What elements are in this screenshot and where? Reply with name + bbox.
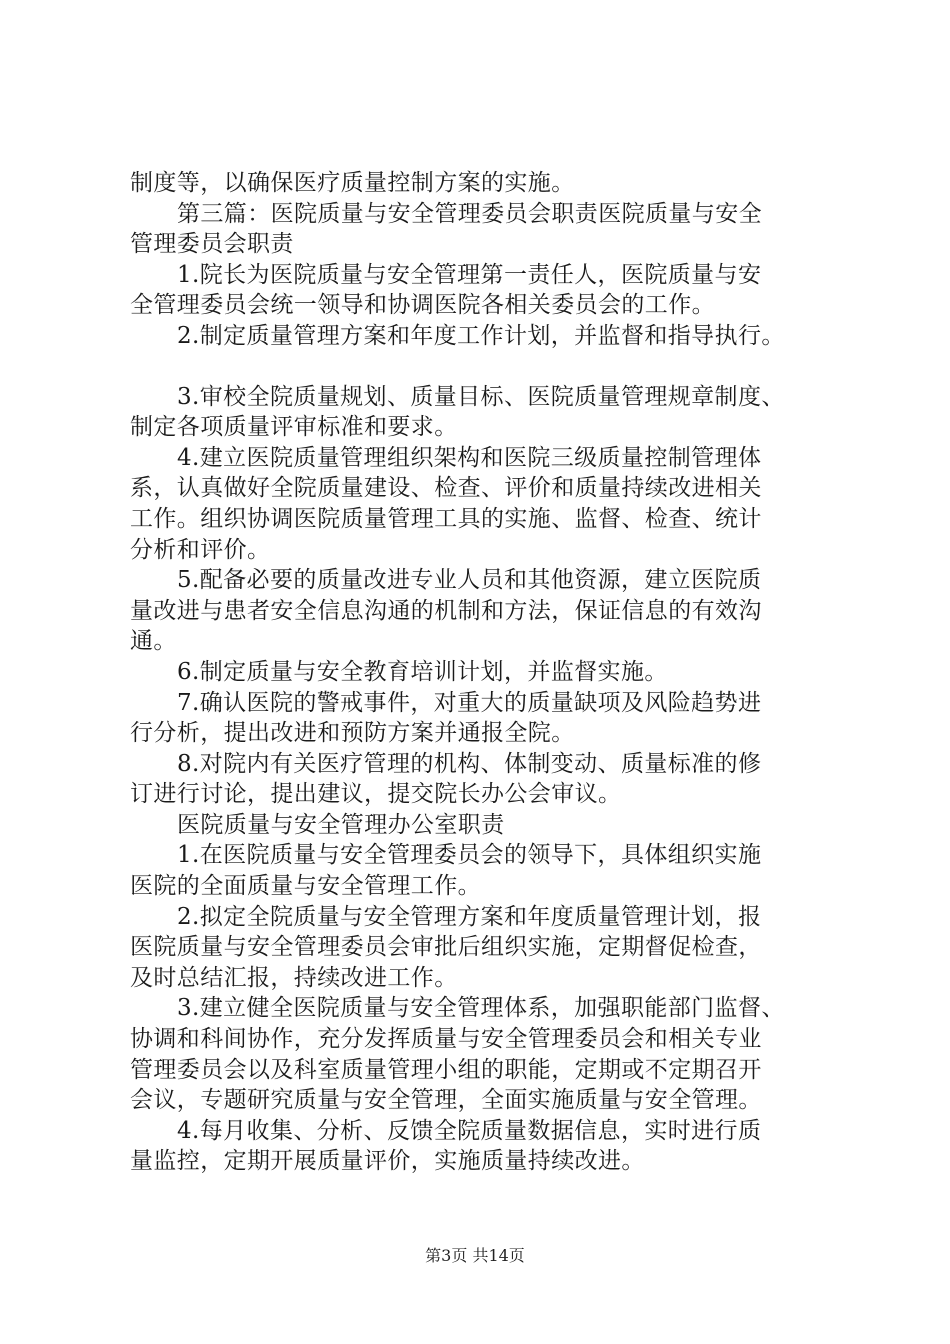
text-line: 订进行讨论，提出建议，提交院长办公会审议。 (130, 781, 622, 808)
text-line: 通。 (130, 628, 177, 655)
text-line: 制度等，以确保医疗质量控制方案的实施。 (130, 170, 575, 196)
text-line: 行分析，提出改进和预防方案并通报全院。 (130, 720, 575, 747)
text-line: 量监控，定期开展质量评价，实施质量持续改进。 (130, 1148, 645, 1175)
document-body (130, 168, 830, 1177)
text-line: 协调和科间协作，充分发挥质量与安全管理委员会和相关专业 (130, 1026, 762, 1053)
list-item: 4.每月收集、分析、反馈全院质量数据信息，实时进行质 (177, 1117, 762, 1144)
list-item: 3.建立健全医院质量与安全管理体系，加强职能部门监督、 (177, 995, 785, 1022)
text-line: 量改进与患者安全信息沟通的机制和方法，保证信息的有效沟 (130, 597, 762, 624)
list-item: 1.院长为医院质量与安全管理第一责任人，医院质量与安 (177, 261, 762, 288)
section-heading: 医院质量与安全管理办公室职责 (177, 811, 505, 838)
text-line: 制定各项质量评审标准和要求。 (130, 414, 458, 441)
text-line: 管理委员会以及科室质量管理小组的职能，定期或不定期召开 (130, 1056, 762, 1083)
text-line: 系，认真做好全院质量建设、检查、评价和质量持续改进相关 (130, 475, 762, 502)
list-item: 4.建立医院质量管理组织架构和医院三级质量控制管理体 (177, 444, 762, 471)
list-item: 8.对院内有关医疗管理的机构、体制变动、质量标准的修 (177, 750, 762, 777)
blank-line (130, 352, 830, 382)
section-heading: 第三篇：医院质量与安全管理委员会职责医院质量与安全 (177, 200, 762, 227)
text-line: 医院的全面质量与安全管理工作。 (130, 873, 481, 900)
list-item: 2.拟定全院质量与安全管理方案和年度质量管理计划，报 (177, 903, 762, 930)
text-line: 医院质量与安全管理委员会审批后组织实施，定期督促检查， (130, 934, 762, 961)
list-item: 2.制定质量管理方案和年度工作计划，并监督和指导执行。 (177, 322, 785, 349)
list-item: 3.审校全院质量规划、质量目标、医院质量管理规章制度、 (177, 383, 785, 410)
list-item: 5.配备必要的质量改进专业人员和其他资源，建立医院质 (177, 567, 762, 594)
text-line: 会议，专题研究质量与安全管理，全面实施质量与安全管理。 (130, 1087, 762, 1114)
text-line: 工作。组织协调医院质量管理工具的实施、监督、检查、统计 (130, 505, 762, 532)
text-line: 管理委员会职责 (130, 231, 294, 258)
page-footer: 第3页 共14页 (425, 1246, 525, 1265)
text-line: 全管理委员会统一领导和协调医院各相关委员会的工作。 (130, 292, 715, 319)
text-line: 分析和评价。 (130, 536, 271, 563)
list-item: 6.制定质量与安全教育培训计划，并监督实施。 (177, 658, 668, 685)
list-item: 1.在医院质量与安全管理委员会的领导下，具体组织实施 (177, 842, 762, 869)
list-item: 7.确认医院的警戒事件，对重大的质量缺项及风险趋势进 (177, 689, 762, 716)
text-line: 及时总结汇报，持续改进工作。 (130, 964, 458, 991)
